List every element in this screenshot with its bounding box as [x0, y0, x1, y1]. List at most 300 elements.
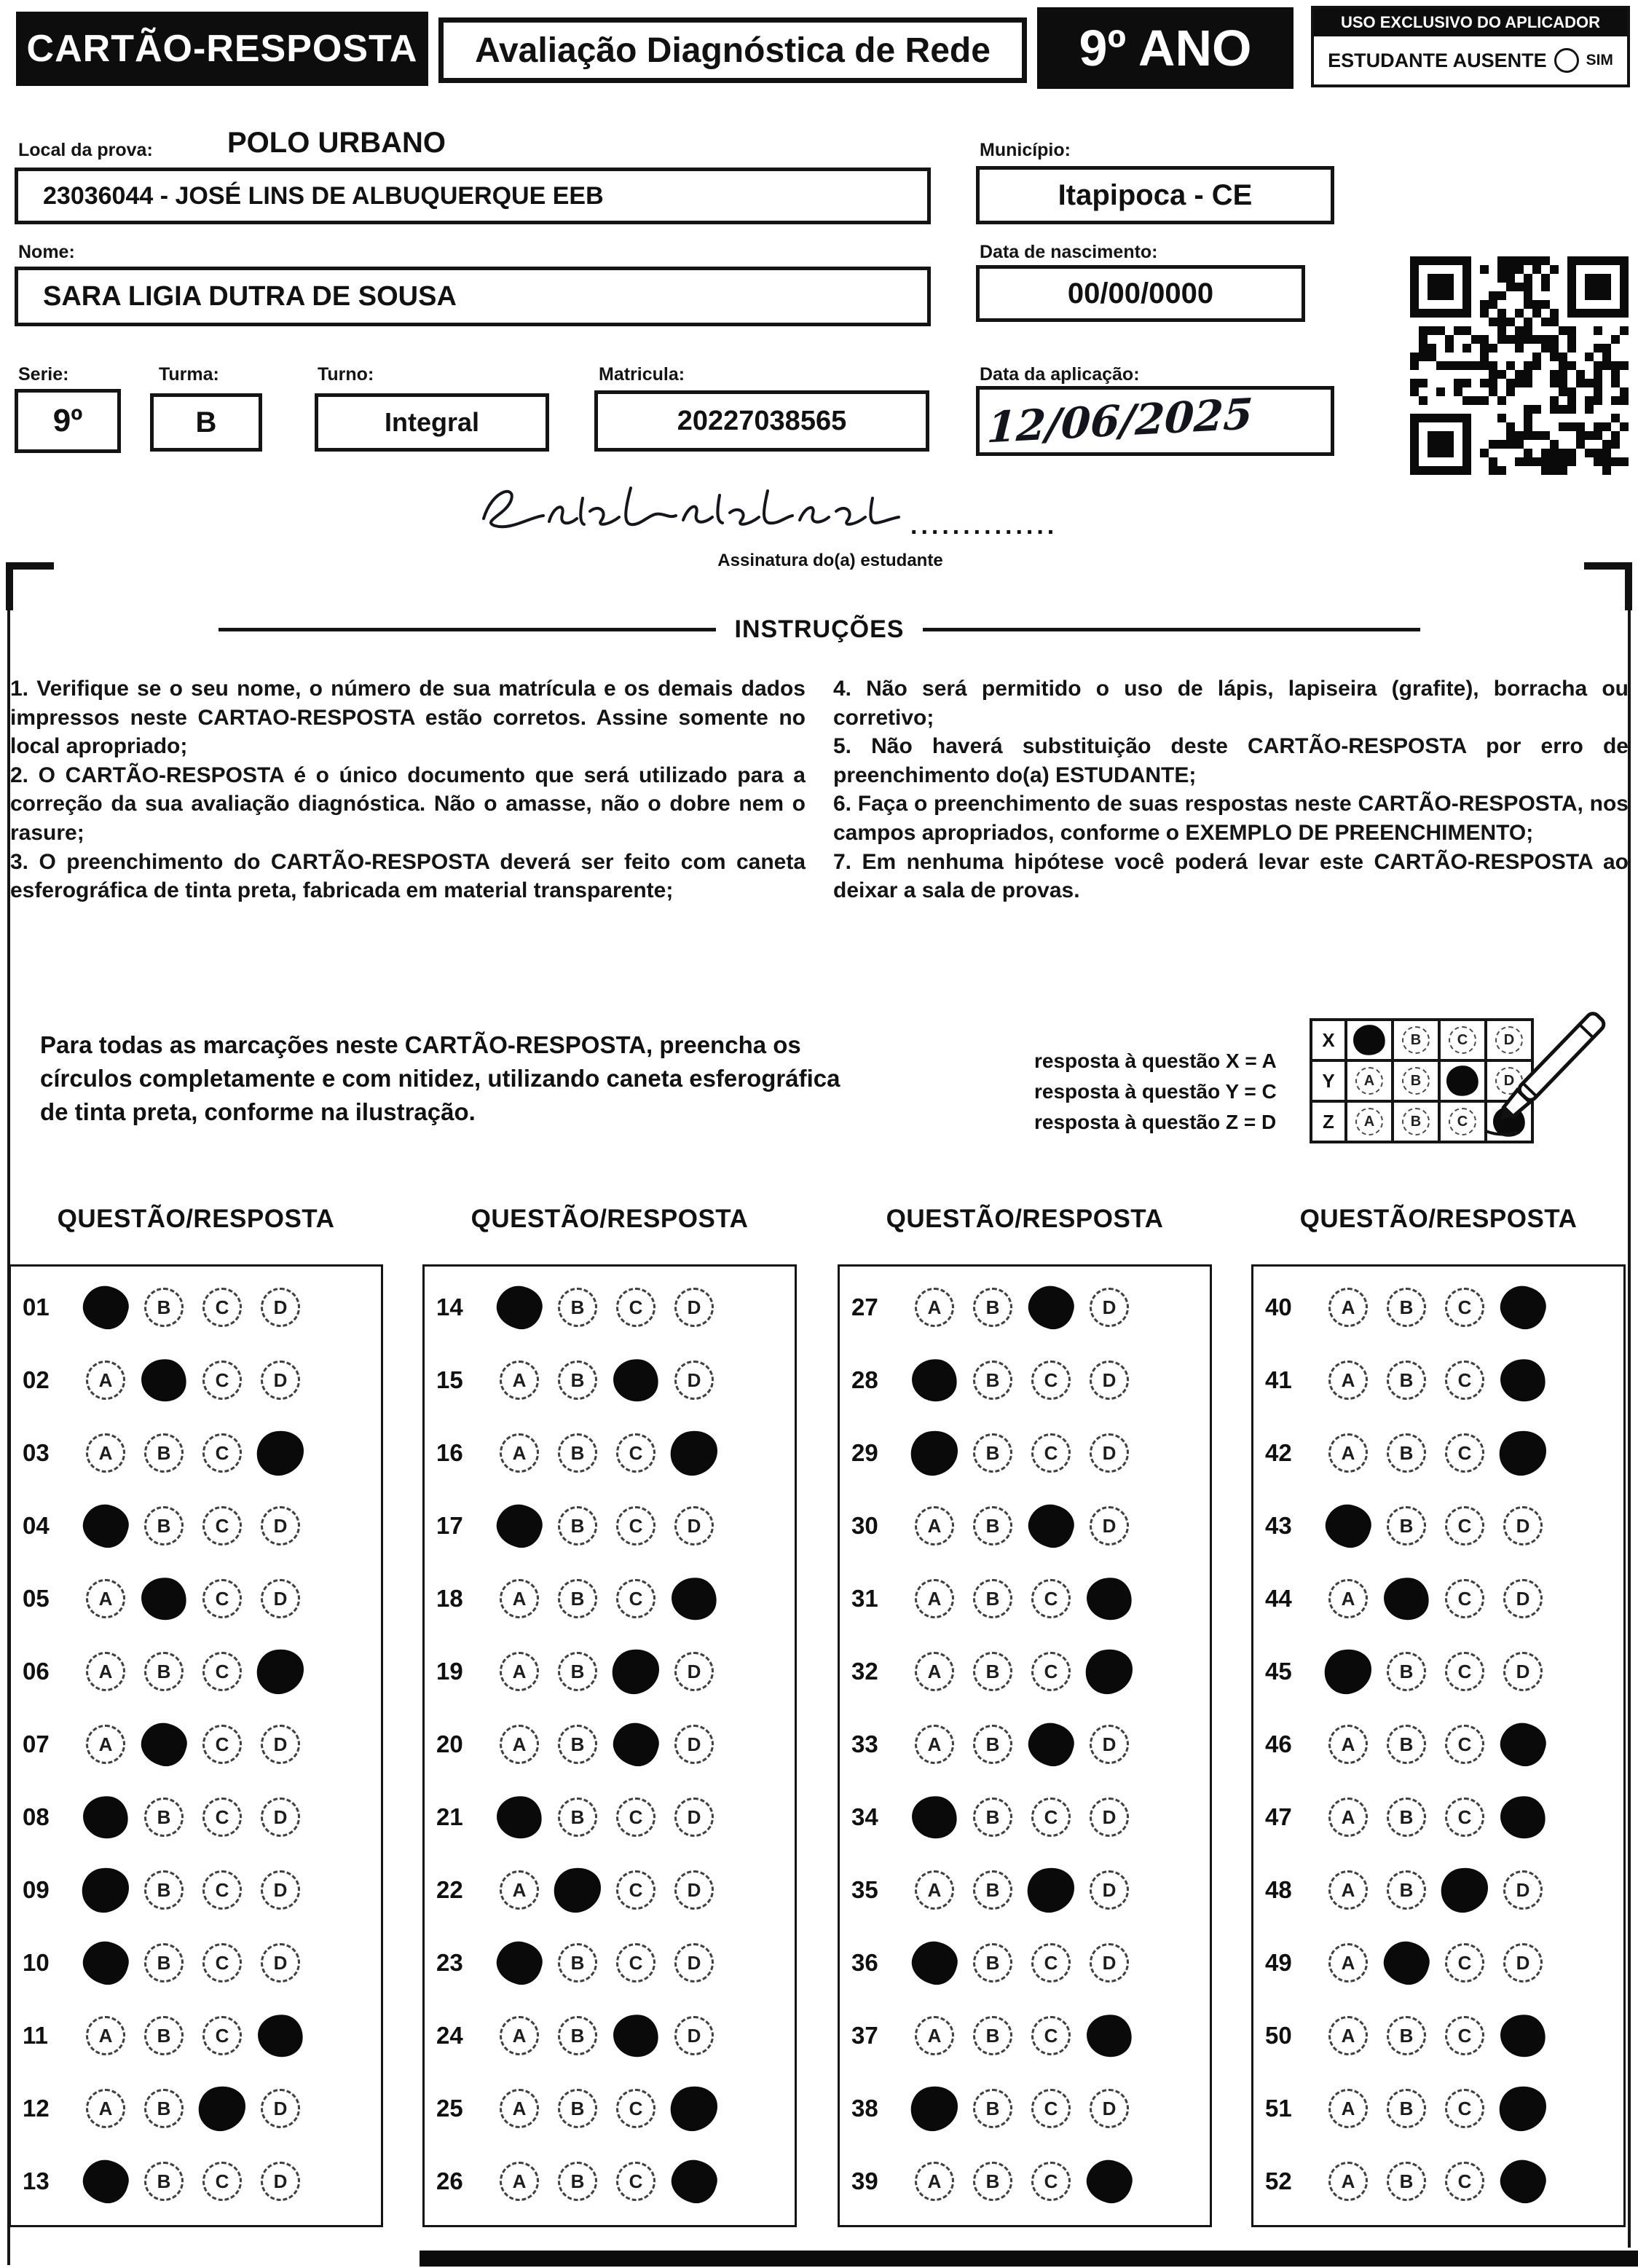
- bubble-11-B[interactable]: B: [144, 2016, 184, 2055]
- bubble-36-B[interactable]: B: [973, 1943, 1012, 1982]
- bubble-44-C[interactable]: C: [1445, 1579, 1484, 1618]
- bubble-02-D[interactable]: D: [261, 1361, 300, 1400]
- bubble-slot: [251, 1725, 310, 1764]
- bubble-16-D-filled[interactable]: [666, 1426, 722, 1479]
- bubble-slot: [135, 2016, 193, 2055]
- bubble-40-B[interactable]: B: [1387, 1288, 1426, 1327]
- question-number: 34: [851, 1803, 878, 1830]
- bubble-29-A-filled[interactable]: [907, 1426, 962, 1479]
- bubble-slot: [905, 2162, 964, 2201]
- bubble-26-D-filled[interactable]: [666, 2155, 722, 2208]
- bubble-14-A-filled[interactable]: [492, 1281, 547, 1334]
- bubble-28-B[interactable]: B: [973, 1361, 1012, 1400]
- question-number: 37: [851, 2022, 878, 2049]
- bubble-24-A[interactable]: A: [500, 2016, 539, 2055]
- bubble-05-C[interactable]: C: [202, 1579, 242, 1618]
- bubble-slot: [251, 2162, 310, 2201]
- bubble-15-B[interactable]: B: [558, 1361, 597, 1400]
- answer-row: [425, 1926, 795, 1999]
- bubble-18-B[interactable]: B: [558, 1579, 597, 1618]
- bubble-slot: [964, 1506, 1022, 1546]
- bubble-02-B-filled[interactable]: [138, 1356, 189, 1404]
- bubble-slot: [251, 1798, 310, 1837]
- bubble-slot: [548, 1725, 607, 1764]
- bubble-50-D-filled[interactable]: [1497, 2012, 1548, 2060]
- bubble-34-B[interactable]: B: [973, 1798, 1012, 1837]
- bubble-slot: [1436, 1798, 1494, 1837]
- bubble-31-B[interactable]: B: [973, 1579, 1012, 1618]
- bubble-17-B[interactable]: B: [558, 1506, 597, 1546]
- bubble-01-C[interactable]: C: [202, 1288, 242, 1327]
- bubble-12-C-filled[interactable]: [194, 2082, 250, 2135]
- bubble-slot: [1436, 1869, 1494, 1911]
- bubble-20-C-filled[interactable]: [608, 1718, 664, 1771]
- answer-bubble: D: [1495, 1067, 1523, 1095]
- bubble-15-A[interactable]: A: [500, 1361, 539, 1400]
- bubble-29-B[interactable]: B: [973, 1433, 1012, 1473]
- bubble-slot: [251, 1432, 310, 1474]
- bubble-slot: [251, 1943, 310, 1982]
- bubble-38-A-filled[interactable]: [907, 2082, 962, 2135]
- bubble-50-B[interactable]: B: [1387, 2016, 1426, 2055]
- answer-row: [11, 1635, 381, 1708]
- bubble-13-C[interactable]: C: [202, 2162, 242, 2201]
- bubble-01-B[interactable]: B: [144, 1288, 184, 1327]
- bubble-44-D[interactable]: D: [1503, 1579, 1543, 1618]
- bubble-slot: [964, 1725, 1022, 1764]
- bubble-slot: [905, 1506, 964, 1546]
- bubble-slot: [905, 2087, 964, 2130]
- bubble-28-C[interactable]: C: [1031, 1361, 1071, 1400]
- bubble-29-C[interactable]: C: [1031, 1433, 1071, 1473]
- bubble-35-A[interactable]: A: [915, 1870, 954, 1910]
- bubble-24-C-filled[interactable]: [610, 2012, 661, 2060]
- bubble-slot: [1377, 1361, 1436, 1400]
- bubble-slot: [1319, 1288, 1377, 1327]
- bubble-23-C[interactable]: C: [616, 1943, 655, 1982]
- bubble-42-A[interactable]: A: [1328, 1433, 1368, 1473]
- bubble-20-D[interactable]: D: [674, 1725, 714, 1764]
- bubble-slot: [1319, 2016, 1377, 2055]
- bubble-42-C[interactable]: C: [1445, 1433, 1484, 1473]
- bubble-slot: [490, 1505, 548, 1547]
- bubble-13-B[interactable]: B: [144, 2162, 184, 2201]
- bubble-10-C[interactable]: C: [202, 1943, 242, 1982]
- bubble-25-D-filled[interactable]: [666, 2082, 722, 2135]
- bubble-08-C[interactable]: C: [202, 1798, 242, 1837]
- bubble-39-D-filled[interactable]: [1082, 2155, 1137, 2208]
- bubble-04-B[interactable]: B: [144, 1506, 184, 1546]
- instructions-right-column: [833, 674, 1629, 905]
- bubble-52-C[interactable]: C: [1445, 2162, 1484, 2201]
- bubble-24-D[interactable]: D: [674, 2016, 714, 2055]
- bubble-16-B[interactable]: B: [558, 1433, 597, 1473]
- bubble-slot: [135, 1288, 193, 1327]
- bubble-13-D[interactable]: D: [261, 2162, 300, 2201]
- bubble-36-C[interactable]: C: [1031, 1943, 1071, 1982]
- bubble-08-A-filled[interactable]: [80, 1793, 130, 1841]
- bubble-slot: [1319, 2089, 1377, 2128]
- bubble-34-D[interactable]: D: [1090, 1798, 1129, 1837]
- bubble-13-A-filled[interactable]: [78, 2155, 133, 2208]
- bubble-48-A[interactable]: A: [1328, 1870, 1368, 1910]
- bubble-23-B[interactable]: B: [558, 1943, 597, 1982]
- answer-row: [1253, 1708, 1623, 1781]
- student-absent-bubble[interactable]: [1554, 48, 1579, 73]
- bubble-47-B[interactable]: B: [1387, 1798, 1426, 1837]
- bubble-35-D[interactable]: D: [1090, 1870, 1129, 1910]
- bubble-51-D-filled[interactable]: [1495, 2082, 1551, 2135]
- question-number: 50: [1265, 2022, 1292, 2049]
- bubble-03-B[interactable]: B: [144, 1433, 184, 1473]
- bubble-33-A[interactable]: A: [915, 1725, 954, 1764]
- question-number: 47: [1265, 1803, 1292, 1830]
- bubble-12-B[interactable]: B: [144, 2089, 184, 2128]
- bubble-18-D-filled[interactable]: [669, 1575, 719, 1623]
- bubble-slot: [1377, 1798, 1436, 1837]
- bubble-06-B[interactable]: B: [144, 1652, 184, 1691]
- bubble-slot: [1377, 1433, 1436, 1473]
- bubble-36-A-filled[interactable]: [907, 1937, 962, 1990]
- bubble-slot: [1022, 2089, 1080, 2128]
- bubble-slot: [905, 1725, 964, 1764]
- bubble-31-A[interactable]: A: [915, 1579, 954, 1618]
- bubble-slot: [76, 1286, 135, 1328]
- bubble-22-A[interactable]: A: [500, 1870, 539, 1910]
- bubble-36-D[interactable]: D: [1090, 1943, 1129, 1982]
- question-number: 20: [436, 1730, 463, 1757]
- bubble-11-A[interactable]: A: [86, 2016, 125, 2055]
- bubble-44-B-filled[interactable]: [1381, 1575, 1431, 1623]
- bubble-25-C[interactable]: C: [616, 2089, 655, 2128]
- bubble-29-D[interactable]: D: [1090, 1433, 1129, 1473]
- bubble-32-B[interactable]: B: [973, 1652, 1012, 1691]
- instructions-body: [10, 674, 1629, 905]
- bubble-34-C[interactable]: C: [1031, 1798, 1071, 1837]
- bubble-07-B-filled[interactable]: [136, 1718, 192, 1771]
- bubble-44-A[interactable]: A: [1328, 1579, 1368, 1618]
- bubble-51-C[interactable]: C: [1445, 2089, 1484, 2128]
- bubble-52-B[interactable]: B: [1387, 2162, 1426, 2201]
- bubble-07-C[interactable]: C: [202, 1725, 242, 1764]
- bubble-19-B[interactable]: B: [558, 1652, 597, 1691]
- bubble-40-C[interactable]: C: [1445, 1288, 1484, 1327]
- bubble-22-C[interactable]: C: [616, 1870, 655, 1910]
- bubble-35-B[interactable]: B: [973, 1870, 1012, 1910]
- bubble-47-A[interactable]: A: [1328, 1798, 1368, 1837]
- bubble-31-C[interactable]: C: [1031, 1579, 1071, 1618]
- answer-column-2: [422, 1264, 797, 2227]
- bubble-49-C[interactable]: C: [1445, 1943, 1484, 1982]
- bubble-51-A[interactable]: A: [1328, 2089, 1368, 2128]
- bubble-37-D-filled[interactable]: [1084, 2012, 1134, 2060]
- bubble-slot: [1319, 2162, 1377, 2201]
- bubble-slot: [905, 1796, 964, 1838]
- bubble-08-D[interactable]: D: [261, 1798, 300, 1837]
- bubble-01-D[interactable]: D: [261, 1288, 300, 1327]
- bubble-19-D[interactable]: D: [674, 1652, 714, 1691]
- bubble-39-A[interactable]: A: [915, 2162, 954, 2201]
- bubble-slot: [135, 1506, 193, 1546]
- bubble-10-A-filled[interactable]: [78, 1937, 133, 1990]
- bubble-37-C[interactable]: C: [1031, 2016, 1071, 2055]
- turma-field: B: [150, 393, 262, 452]
- bubble-24-B[interactable]: B: [558, 2016, 597, 2055]
- bubble-15-D[interactable]: D: [674, 1361, 714, 1400]
- bubble-04-A-filled[interactable]: [78, 1500, 133, 1553]
- answer-row: [1253, 1271, 1623, 1344]
- answer-row: [1253, 2072, 1623, 2145]
- bubble-38-D[interactable]: D: [1090, 2089, 1129, 2128]
- bubble-slot: [490, 1433, 548, 1473]
- bubble-26-C[interactable]: C: [616, 2162, 655, 2201]
- answer-bubble: D: [1495, 1026, 1523, 1054]
- answer-row: [425, 2145, 795, 2218]
- bubble-30-D[interactable]: D: [1090, 1506, 1129, 1546]
- bubble-45-A-filled[interactable]: [1320, 1645, 1376, 1698]
- bubble-slot: [665, 2087, 723, 2130]
- bubble-22-B-filled[interactable]: [550, 1863, 605, 1916]
- bubble-49-B-filled[interactable]: [1379, 1937, 1434, 1990]
- answer-row: [1253, 1562, 1623, 1635]
- bubble-07-A[interactable]: A: [86, 1725, 125, 1764]
- answer-row: [425, 1781, 795, 1854]
- bubble-02-A[interactable]: A: [86, 1361, 125, 1400]
- bubble-04-D[interactable]: D: [261, 1506, 300, 1546]
- bubble-30-A[interactable]: A: [915, 1506, 954, 1546]
- bubble-52-A[interactable]: A: [1328, 2162, 1368, 2201]
- bubble-32-A[interactable]: A: [915, 1652, 954, 1691]
- bubble-43-A-filled[interactable]: [1320, 1500, 1376, 1553]
- bubble-25-A[interactable]: A: [500, 2089, 539, 2128]
- bubble-51-B[interactable]: B: [1387, 2089, 1426, 2128]
- bubble-27-A[interactable]: A: [915, 1288, 954, 1327]
- bubble-16-C[interactable]: C: [616, 1433, 655, 1473]
- signature-caption: Assinatura do(a) estudante: [717, 551, 943, 570]
- bubble-41-C[interactable]: C: [1445, 1361, 1484, 1400]
- bubble-slot: [905, 1579, 964, 1618]
- bubble-10-B[interactable]: B: [144, 1943, 184, 1982]
- bubble-37-B[interactable]: B: [973, 2016, 1012, 2055]
- bubble-50-C[interactable]: C: [1445, 2016, 1484, 2055]
- bubble-40-A[interactable]: A: [1328, 1288, 1368, 1327]
- bubble-47-C[interactable]: C: [1445, 1798, 1484, 1837]
- local-da-prova-label: Local da prova:: [18, 140, 153, 160]
- bubble-09-D[interactable]: D: [261, 1870, 300, 1910]
- bubble-11-C[interactable]: C: [202, 2016, 242, 2055]
- bubble-33-B[interactable]: B: [973, 1725, 1012, 1764]
- bubble-10-D[interactable]: D: [261, 1943, 300, 1982]
- question-number: 35: [851, 1876, 878, 1903]
- answer-row: [11, 2072, 381, 2145]
- bubble-40-D-filled[interactable]: [1495, 1281, 1551, 1334]
- bubble-19-C-filled[interactable]: [608, 1645, 664, 1698]
- answer-row: [425, 1999, 795, 2072]
- bubble-43-C[interactable]: C: [1445, 1506, 1484, 1546]
- bubble-slot: [135, 1578, 193, 1620]
- example-legend: [1034, 1046, 1326, 1138]
- bubble-27-C-filled[interactable]: [1023, 1281, 1079, 1334]
- bubble-11-D-filled[interactable]: [255, 2012, 305, 2060]
- bubble-slot: [905, 1432, 964, 1474]
- bubble-31-D-filled[interactable]: [1084, 1575, 1134, 1623]
- bubble-20-A[interactable]: A: [500, 1725, 539, 1764]
- bubble-slot: [1494, 2160, 1552, 2202]
- bubble-42-B[interactable]: B: [1387, 1433, 1426, 1473]
- bubble-50-A[interactable]: A: [1328, 2016, 1368, 2055]
- bubble-52-D-filled[interactable]: [1495, 2155, 1551, 2208]
- bubble-37-A[interactable]: A: [915, 2016, 954, 2055]
- bubble-48-B[interactable]: B: [1387, 1870, 1426, 1910]
- bubble-17-D[interactable]: D: [674, 1506, 714, 1546]
- question-number: 02: [23, 1366, 50, 1393]
- bubble-49-D[interactable]: D: [1503, 1943, 1543, 1982]
- bubble-27-B[interactable]: B: [973, 1288, 1012, 1327]
- bubble-48-D[interactable]: D: [1503, 1870, 1543, 1910]
- bubble-slot: [135, 1943, 193, 1982]
- bubble-slot: [1494, 1432, 1552, 1474]
- bubble-05-B-filled[interactable]: [138, 1575, 189, 1623]
- bubble-18-C[interactable]: C: [616, 1579, 655, 1618]
- legend-item: resposta à questão Y = C: [1034, 1080, 1277, 1103]
- bubble-41-B[interactable]: B: [1387, 1361, 1426, 1400]
- bubble-41-A[interactable]: A: [1328, 1361, 1368, 1400]
- bubble-46-D-filled[interactable]: [1495, 1718, 1551, 1771]
- bubble-42-D-filled[interactable]: [1495, 1426, 1551, 1479]
- bubble-23-A-filled[interactable]: [492, 1937, 547, 1990]
- bubble-08-B[interactable]: B: [144, 1798, 184, 1837]
- qr-code: [1410, 256, 1629, 475]
- student-signature: [473, 481, 1333, 548]
- bubble-slot: [1494, 2087, 1552, 2130]
- bubble-43-D[interactable]: D: [1503, 1506, 1543, 1546]
- bubble-slot: [490, 1652, 548, 1691]
- bubble-21-A-filled[interactable]: [494, 1793, 544, 1841]
- bubble-03-A[interactable]: A: [86, 1433, 125, 1473]
- bubble-slot: [1377, 1652, 1436, 1691]
- sheet-subtitle: Avaliação Diagnóstica de Rede: [438, 17, 1027, 83]
- bubble-21-C[interactable]: C: [616, 1798, 655, 1837]
- bubble-32-C[interactable]: C: [1031, 1652, 1071, 1691]
- bubble-28-D[interactable]: D: [1090, 1361, 1129, 1400]
- bubble-slot: [607, 2015, 665, 2057]
- bubble-16-A[interactable]: A: [500, 1433, 539, 1473]
- bubble-01-A-filled[interactable]: [78, 1281, 133, 1334]
- bubble-slot: [1022, 1505, 1080, 1547]
- question-number: 17: [436, 1512, 463, 1539]
- bubble-49-A[interactable]: A: [1328, 1943, 1368, 1982]
- bubble-slot: [251, 1870, 310, 1910]
- bubble-43-B[interactable]: B: [1387, 1506, 1426, 1546]
- bubble-27-D[interactable]: D: [1090, 1288, 1129, 1327]
- bubble-32-D-filled[interactable]: [1082, 1645, 1137, 1698]
- bubble-48-C-filled[interactable]: [1437, 1863, 1492, 1916]
- bubble-03-C[interactable]: C: [202, 1433, 242, 1473]
- bubble-25-B[interactable]: B: [558, 2089, 597, 2128]
- bubble-23-D[interactable]: D: [674, 1943, 714, 1982]
- bubble-46-C[interactable]: C: [1445, 1725, 1484, 1764]
- bubble-06-C[interactable]: C: [202, 1652, 242, 1691]
- bubble-35-C-filled[interactable]: [1023, 1863, 1079, 1916]
- bubble-09-C[interactable]: C: [202, 1870, 242, 1910]
- bubble-30-C-filled[interactable]: [1023, 1500, 1079, 1553]
- bubble-slot: [193, 1798, 251, 1837]
- bubble-09-A-filled[interactable]: [78, 1863, 133, 1916]
- bubble-33-D[interactable]: D: [1090, 1725, 1129, 1764]
- bubble-slot: [1022, 1943, 1080, 1982]
- bubble-47-D-filled[interactable]: [1497, 1793, 1548, 1841]
- bubble-slot: [1436, 1288, 1494, 1327]
- bubble-slot: [1494, 1870, 1552, 1910]
- bubble-05-A[interactable]: A: [86, 1579, 125, 1618]
- bubble-41-D-filled[interactable]: [1497, 1356, 1548, 1404]
- bubble-07-D[interactable]: D: [261, 1725, 300, 1764]
- answer-row: [840, 1854, 1210, 1926]
- bubble-12-D[interactable]: D: [261, 2089, 300, 2128]
- bubble-45-D[interactable]: D: [1503, 1652, 1543, 1691]
- bubble-14-C[interactable]: C: [616, 1288, 655, 1327]
- bubble-22-D[interactable]: D: [674, 1870, 714, 1910]
- bubble-28-A-filled[interactable]: [909, 1356, 959, 1404]
- bubble-38-C[interactable]: C: [1031, 2089, 1071, 2128]
- bubble-03-D-filled[interactable]: [253, 1426, 308, 1479]
- answer-row: [425, 1489, 795, 1562]
- bubble-slot: [193, 1943, 251, 1982]
- bubble-39-C[interactable]: C: [1031, 2162, 1071, 2201]
- bubble-20-B[interactable]: B: [558, 1725, 597, 1764]
- bubble-slot: [607, 1506, 665, 1546]
- bubble-34-A-filled[interactable]: [909, 1793, 959, 1841]
- bubble-12-A[interactable]: A: [86, 2089, 125, 2128]
- bubble-46-A[interactable]: A: [1328, 1725, 1368, 1764]
- bubble-04-C[interactable]: C: [202, 1506, 242, 1546]
- bubble-26-A[interactable]: A: [500, 2162, 539, 2201]
- bubble-06-A[interactable]: A: [86, 1652, 125, 1691]
- question-number: 19: [436, 1658, 463, 1685]
- bubble-46-B[interactable]: B: [1387, 1725, 1426, 1764]
- bubble-26-B[interactable]: B: [558, 2162, 597, 2201]
- bubble-15-C-filled[interactable]: [610, 1356, 661, 1404]
- bubble-02-C[interactable]: C: [202, 1361, 242, 1400]
- bubble-slot: [76, 2089, 135, 2128]
- bubble-45-C[interactable]: C: [1445, 1652, 1484, 1691]
- question-number: 16: [436, 1439, 463, 1466]
- bubble-slot: [548, 1579, 607, 1618]
- bubble-21-B[interactable]: B: [558, 1798, 597, 1837]
- bubble-18-A[interactable]: A: [500, 1579, 539, 1618]
- bubble-19-A[interactable]: A: [500, 1652, 539, 1691]
- bubble-45-B[interactable]: B: [1387, 1652, 1426, 1691]
- bubble-06-D-filled[interactable]: [253, 1645, 308, 1698]
- bubble-17-A-filled[interactable]: [492, 1500, 547, 1553]
- bubble-slot: [1377, 1288, 1436, 1327]
- bubble-21-D[interactable]: D: [674, 1798, 714, 1837]
- bubble-slot: [665, 1943, 723, 1982]
- bubble-14-B[interactable]: B: [558, 1288, 597, 1327]
- bubble-09-B[interactable]: B: [144, 1870, 184, 1910]
- bubble-slot: [490, 1796, 548, 1838]
- bubble-30-B[interactable]: B: [973, 1506, 1012, 1546]
- nascimento-field: 00/00/0000: [976, 265, 1305, 322]
- bubble-39-B[interactable]: B: [973, 2162, 1012, 2201]
- bubble-slot: [1494, 1652, 1552, 1691]
- bubble-05-D[interactable]: D: [261, 1579, 300, 1618]
- question-number: 44: [1265, 1585, 1292, 1612]
- bubble-14-D[interactable]: D: [674, 1288, 714, 1327]
- bubble-33-C-filled[interactable]: [1023, 1718, 1079, 1771]
- bubble-17-C[interactable]: C: [616, 1506, 655, 1546]
- bubble-38-B[interactable]: B: [973, 2089, 1012, 2128]
